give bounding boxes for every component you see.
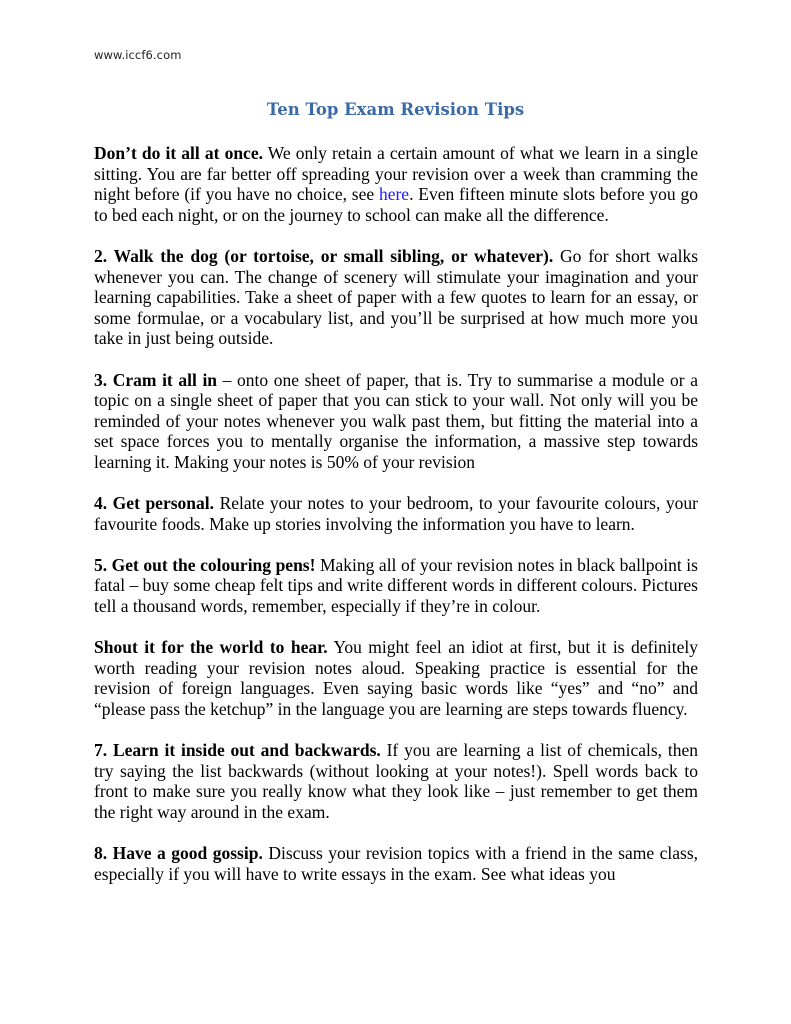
tip-6-heading: Shout it for the world to hear. <box>94 637 328 658</box>
tip-2-text: Go for short walks whenever you can. The change of scenery will stimulate your imagination and your learning capabilities. Take a sheet of paper with a few quotes to learn for an essay, or some formulae, or a vocabulary list, and you’ll be surprised at how much more you take in just being outside. <box>94 245 699 349</box>
tip-2-heading: 2. Walk the dog (or tortoise, or small sibling, or whatever). <box>94 245 554 266</box>
tip-1-heading: Don’t do it all at once. <box>94 143 263 163</box>
tip-7-heading: 7. Learn it inside out and backwards. <box>94 740 381 761</box>
document-body <box>94 143 698 905</box>
tip-3-heading: 3. Cram it all in <box>94 369 218 390</box>
tip-8-heading: 8. Have a good gossip. <box>94 843 263 864</box>
tip-8 <box>94 843 698 884</box>
tip-7-text: If you are learning a list of chemicals, then try saying the list backwards (without looking at your notes!). Spell words back to front to make sure you really know what they look like – just remember to get them the right way around in the exam. <box>94 740 698 822</box>
tip-6-text: You might feel an idiot at first, but it is definitely worth reading your revision notes aloud. Speaking practice is essential for the revision of foreign languages. Even saying basic words like “yes” and “no” and “please pass the ketchup” in the language you are learning are steps towards fluency. <box>94 637 698 720</box>
tip-5 <box>94 555 698 617</box>
here-link[interactable]: here <box>378 184 410 205</box>
tip-1-text-after-link: . Even fifteen minute slots before you go to bed each night, or on the journey to school can make all the difference. <box>94 184 698 225</box>
document-title: Ten Top Exam Revision Tips <box>266 100 525 119</box>
tip-6 <box>94 637 698 719</box>
site-url-header: www.iccf6.com <box>94 48 182 62</box>
tip-1-text-before-link: We only retain a certain amount of what we learn in a single sitting. You are far better off spreading your revision over a week than cramming the night before (if you have no choice, see <box>94 143 698 205</box>
tip-5-text: Making all of your revision notes in black ballpoint is fatal – buy some cheap felt tips and write different words in different colours. Pictures tell a thousand words, remember, especially if they’re in colour. <box>94 554 698 617</box>
tip-3 <box>94 370 698 473</box>
tip-2 <box>94 246 698 349</box>
tip-1 <box>94 143 698 225</box>
tip-7 <box>94 740 698 822</box>
tip-4 <box>94 493 698 534</box>
tip-4-heading: 4. Get personal. <box>94 493 215 514</box>
tip-5-heading: 5. Get out the colouring pens! <box>94 554 316 575</box>
tip-8-text: Discuss your revision topics with a friend in the same class, especially if you will have to write essays in the exam. See what ideas you <box>94 843 699 884</box>
tip-4-text: Relate your notes to your bedroom, to your favourite colours, your favourite foods. Make up stories involving the information you have to learn. <box>94 493 699 534</box>
tip-3-text: – onto one sheet of paper, that is. Try to summarise a module or a topic on a single sheet of paper that you can stick to your wall. Not only will you be reminded of your notes whenever you walk past them, but fitting the material into a set space forces you to mentally organise the information, a massive step towards learning it. Making your notes is 50% of your revision <box>94 369 698 472</box>
